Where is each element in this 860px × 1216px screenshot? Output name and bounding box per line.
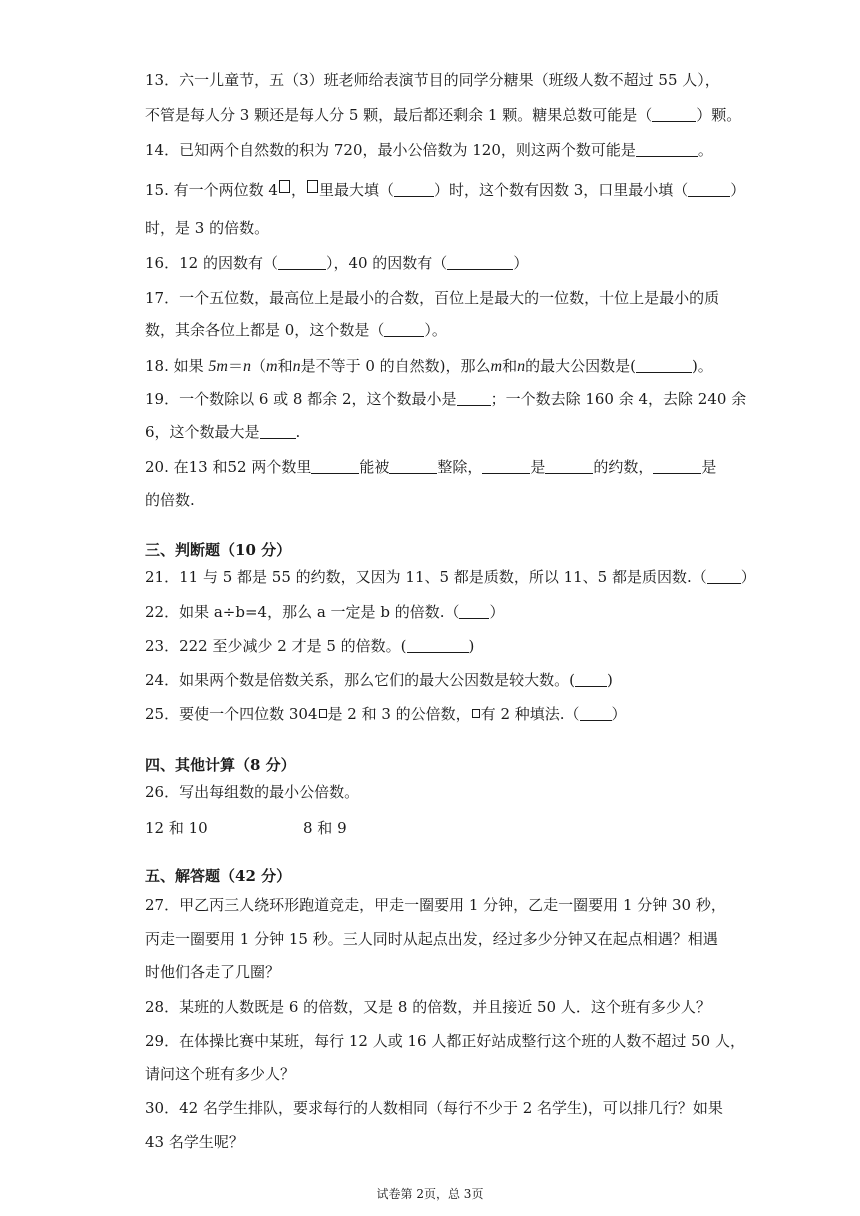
question-28: 28．某班的人数既是 6 的倍数，又是 8 的倍数，并且接近 50 人．这个班有多少人？ — [145, 998, 711, 1016]
question-30-line-2: 43 名学生呢？ — [145, 1133, 244, 1151]
question-27-line-2: 丙走一圈要用 1 分钟 15 秒。三人同时从起点出发，经过多少分钟又在起点相遇？相遇 — [145, 930, 718, 948]
answer-blank-23[interactable] — [407, 638, 469, 653]
answer-blank-19a[interactable] — [457, 391, 491, 406]
question-26-groups — [145, 818, 720, 838]
answer-blank-21[interactable] — [707, 569, 741, 584]
answer-blank-20e[interactable] — [653, 459, 701, 474]
question-20-line-1: 20. 在13 和52 两个数里 能被 整除， 是 的约数， 是 — [145, 458, 717, 476]
question-23: 23．222 至少减少 2 才是 5 的倍数。( ) — [145, 637, 475, 655]
question-13-line-1: 13．六一儿童节，五（3）班老师给表演节目的同学分糖果（班级人数不超过 55 人）， — [145, 71, 720, 89]
question-29-line-2: 请问这个班有多少人？ — [145, 1065, 296, 1083]
digit-box — [472, 709, 480, 718]
answer-blank-22[interactable] — [459, 604, 489, 619]
question-14: 14．已知两个自然数的积为 720，最小公倍数为 120，则这两个数可能是 。 — [145, 141, 713, 159]
question-27-line-3: 时他们各走了几圈？ — [145, 963, 281, 981]
answer-blank-16a[interactable] — [278, 255, 326, 270]
answer-blank-15b[interactable] — [688, 182, 730, 197]
answer-blank-20c[interactable] — [482, 459, 530, 474]
question-17-line-2: 数，其余各位上都是 0，这个数是（ ）。 — [145, 321, 447, 339]
question-18: 18. 如果 5m＝n（m和n是不等于 0 的自然数)，那么m和n的最大公因数是( )。 — [145, 357, 713, 375]
answer-blank-20a[interactable] — [311, 459, 359, 474]
question-16: 16．12 的因数有（ ），40 的因数有（ ） — [145, 254, 529, 272]
lcm-group-2: 8 和 9 — [303, 819, 347, 837]
answer-blank-19b[interactable] — [260, 424, 296, 439]
question-21: 21．11 与 5 都是 55 的约数，又因为 11、5 都是质数，所以 11、5 都是质因数.（ ） — [145, 568, 756, 586]
question-22: 22．如果 a÷b=4，那么 a 一定是 b 的倍数.（ ） — [145, 603, 505, 621]
question-27-line-1: 27．甲乙丙三人绕环形跑道竞走，甲走一圈要用 1 分钟，乙走一圈要用 1 分钟 30 秒， — [145, 896, 726, 914]
answer-blank-18[interactable] — [636, 358, 692, 373]
question-24: 24．如果两个数是倍数关系，那么它们的最大公因数是较大数。( ) — [145, 671, 613, 689]
question-25: 25．要使一个四位数 304 是 2 和 3 的公倍数， 有 2 种填法.（ ） — [145, 705, 627, 723]
answer-blank-13[interactable] — [652, 107, 696, 122]
page-footer: 试卷第 2页，总 3页 — [376, 1187, 484, 1201]
question-30-line-1: 30．42 名学生排队，要求每行的人数相同（每行不少于 2 名学生)，可以排几行？如果 — [145, 1099, 723, 1117]
digit-box — [279, 180, 290, 193]
answer-blank-24[interactable] — [575, 672, 607, 687]
answer-blank-14[interactable] — [636, 142, 698, 157]
digit-box — [307, 180, 318, 193]
question-26: 26．写出每组数的最小公倍数。 — [145, 783, 360, 801]
question-29-line-1: 29．在体操比赛中某班，每行 12 人或 16 人都正好站成整行这个班的人数不超过 50 人， — [145, 1032, 745, 1050]
answer-blank-17[interactable] — [384, 322, 424, 337]
question-15-line-1: 15. 有一个两位数 4 ， 里最大填（ ）时，这个数有因数 3，口里最小填（ ） — [145, 181, 746, 199]
section-4-heading: 四、其他计算（8 分） — [145, 756, 296, 774]
lcm-group-1: 12 和 10 — [145, 819, 208, 837]
answer-blank-15a[interactable] — [394, 182, 434, 197]
answer-blank-20b[interactable] — [389, 459, 437, 474]
question-15-line-2: 时，是 3 的倍数。 — [145, 219, 270, 237]
answer-blank-20d[interactable] — [545, 459, 593, 474]
digit-box — [319, 709, 327, 718]
question-19-line-2: 6，这个数最大是 . — [145, 423, 301, 441]
answer-blank-16b[interactable] — [447, 255, 513, 270]
answer-blank-25[interactable] — [580, 706, 612, 721]
question-17-line-1: 17．一个五位数，最高位上是最小的合数，百位上是最大的一位数，十位上是最小的质 — [145, 289, 720, 307]
section-3-heading: 三、判断题（10 分） — [145, 541, 292, 559]
question-13-line-2: 不管是每人分 3 颗还是每人分 5 颗，最后都还剩余 1 颗。糖果总数可能是（ ）颗。 — [145, 106, 742, 124]
section-5-heading: 五、解答题（42 分） — [145, 867, 292, 885]
question-19-line-1: 19．一个数除以 6 或 8 都余 2，这个数最小是 ；一个数去除 160 余 4，去除 240 余 — [145, 390, 747, 408]
question-20-line-2: 的倍数. — [145, 491, 195, 509]
